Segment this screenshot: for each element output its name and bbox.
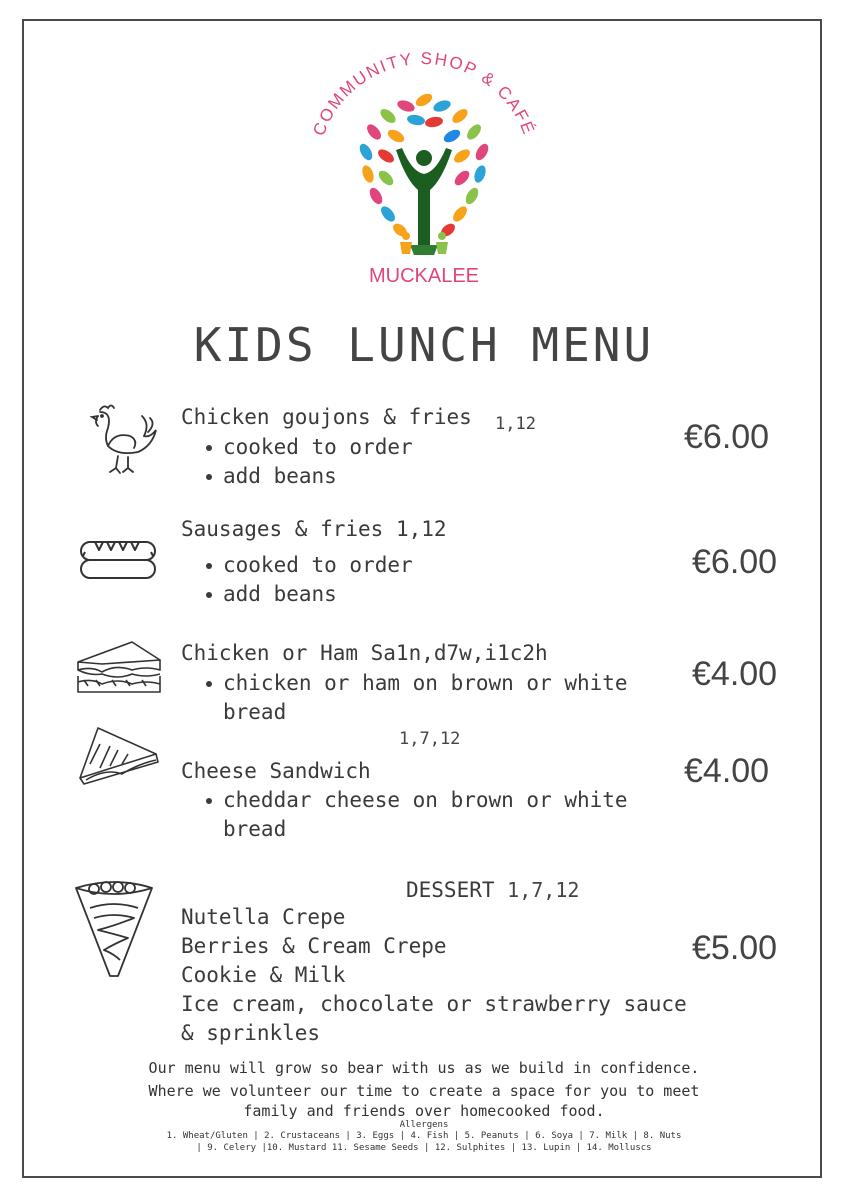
footer-message: Where we volunteer our time to create a space for you to meet [148,1082,700,1100]
item-detail: cooked to order [223,433,413,462]
tree-figure-icon [396,148,452,255]
allergen-codes: 1,12 [395,517,447,541]
item-detail: cheddar cheese on brown or white bread [223,786,703,844]
allergens-list: | 9. Celery |10. Mustard 11. Sesame Seeds | 12. Sulphites | 13. Lupin | 14. Molluscs [196,1143,652,1153]
dessert-item: & sprinkles [181,1021,321,1045]
allergen-codes: 1,7,12 [507,878,580,902]
svg-text:COMMUNITY SHOP & CAFÉ [309,49,539,138]
allergens-list: 1. Wheat/Gluten | 2. Crustaceans | 3. Eggs | 4. Fish | 5. Peanuts | 6. Soya | 7. Milk | 8. Nuts [166,1131,682,1141]
footer-message: Our menu will grow so bear with us as we build in confidence. [148,1059,700,1077]
logo-place-name: MUCKALEE [368,265,480,287]
menu-item-name [181,517,447,541]
item-detail: add beans [223,462,413,491]
menu-item-name: Chicken goujons & fries [181,405,472,429]
menu-item-title: Sausages & fries [181,517,384,541]
item-detail: add beans [223,580,413,609]
item-details [201,786,703,844]
club-sandwich-icon [72,640,164,696]
allergens-title: Allergens [399,1120,449,1130]
dessert-item: Nutella Crepe [181,905,346,929]
page-title: KIDS LUNCH MENU [193,318,655,372]
sausage-icon [77,538,159,584]
community-cafe-logo [296,40,552,290]
allergen-codes: 1,7,12 [399,729,461,749]
footer-message: family and friends over homecooked food. [243,1102,605,1120]
item-price: €6.00 [684,418,770,456]
dessert-list [181,903,687,1048]
dessert-item: Cookie & Milk [181,963,346,987]
dessert-item: Ice cream, chocolate or strawberry sauce [181,992,687,1016]
chicken-icon [78,402,160,480]
allergen-codes: 1,12 [495,414,536,434]
item-price: €5.00 [692,929,778,967]
menu-item-name: Chicken or Ham Sa1n,d7w,i1c2h [181,641,548,665]
item-details [201,551,413,609]
item-details [201,433,413,491]
dessert-heading [406,876,579,905]
logo-arc-text: COMMUNITY SHOP & CAFÉ [309,48,539,139]
menu-item-name: Cheese Sandwich [181,759,371,783]
toasted-sandwich-icon [76,724,162,786]
dessert-title: DESSERT [406,878,495,902]
item-price: €6.00 [692,543,778,581]
dessert-item: Berries & Cream Crepe [181,934,447,958]
item-details [201,669,703,727]
item-detail: cooked to order [223,551,413,580]
item-detail: chicken or ham on brown or white bread [223,669,703,727]
item-price: €4.00 [692,655,778,693]
item-price: €4.00 [684,752,770,790]
crepe-icon [72,878,156,980]
